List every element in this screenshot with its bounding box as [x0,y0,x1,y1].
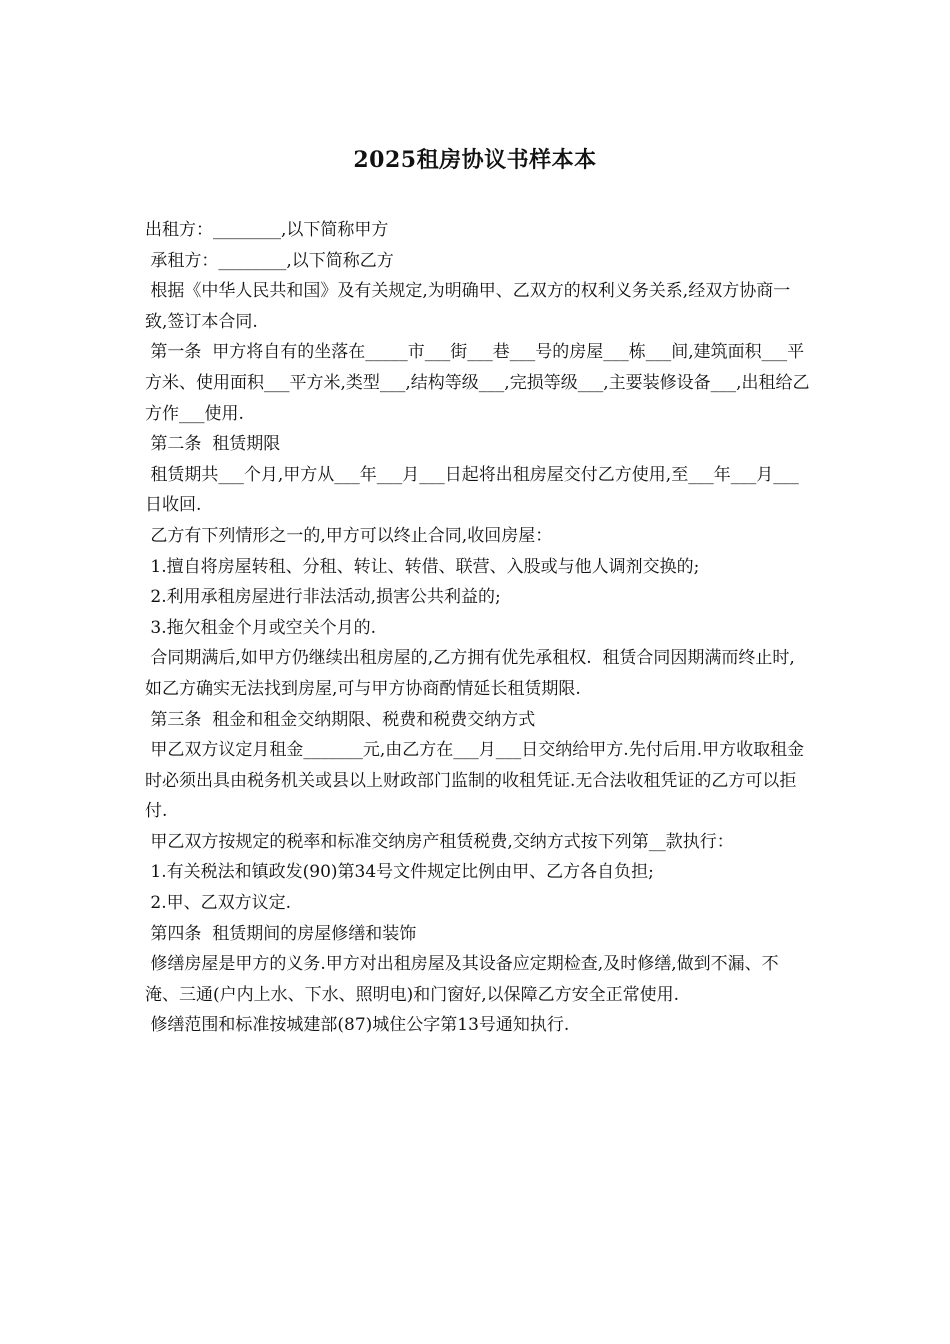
list-item-tax-1: 1.有关税法和镇政发(90)第34号文件规定比例由甲、乙方各自负担; [145,862,654,883]
paragraph-repair-scope: 修缮范围和标准按城建部(87)城住公字第13号通知执行. [145,1015,570,1036]
paragraph-rent: 甲乙双方议定月租金_______元,由乙方在___月___日交纳给甲方.先付后用.甲方收取租金时必须出具由税务机关或县以上财政部门监制的收租凭证.无合法收租凭证的乙方可以拒付. [145,740,805,822]
paragraph-taxes: 甲乙双方按规定的税率和标准交纳房产租赁税费,交纳方式按下列第__款执行： [145,831,734,852]
heading-article-2: 第二条 租赁期限 [145,434,281,455]
list-item-tax-2: 2.甲、乙双方议定. [145,893,292,914]
paragraph-termination-intro: 乙方有下列情形之一的,甲方可以终止合同,收回房屋： [145,525,553,546]
heading-article-4: 第四条 租赁期间的房屋修缮和装饰 [145,923,417,944]
paragraph-lessee: 承租方：________,以下简称乙方 [145,250,394,271]
paragraph-renewal: 合同期满后,如甲方仍继续出租房屋的,乙方拥有优先承租权. 租赁合同因期满而终止时,如乙方确实无法找到房屋,可与甲方协商酌情延长租赁期限. [145,648,795,699]
list-item-termination-2: 2.利用承租房屋进行非法活动,损害公共利益的; [145,587,501,608]
paragraph-repair-duty: 修缮房屋是甲方的义务.甲方对出租房屋及其设备应定期检查,及时修缮,做到不漏、不淹、三通(户内上水、下水、照明电)和门窗好,以保障乙方安全正常使用. [145,954,779,1005]
document-title: 2025租房协议书样本本 [353,147,597,173]
list-item-termination-3: 3.拖欠租金个月或空关个月的. [145,617,377,638]
paragraph-preamble: 根据《中华人民共和国》及有关规定,为明确甲、乙双方的权利义务关系,经双方协商一致,签订本合同. [145,281,791,332]
paragraph-lease-term: 租赁期共___个月,甲方从___年___月___日起将出租房屋交付乙方使用,至___年___月___日收回. [145,464,799,516]
paragraph-article-1: 第一条 甲方将自有的坐落在_____市___街___巷___号的房屋___栋___间,建筑面积___平方米、使用面积___平方米,类型___,结构等级___,完损等级___,主要装修设备___,出租给乙方作___使用. [145,342,810,424]
heading-article-3: 第三条 租金和租金交纳期限、税费和税费交纳方式 [145,709,536,730]
paragraph-lessor: 出租方：________,以下简称甲方 [145,220,389,240]
list-item-termination-1: 1.擅自将房屋转租、分租、转让、转借、联营、入股或与他人调剂交换的; [145,556,700,577]
document-body [145,215,810,1041]
